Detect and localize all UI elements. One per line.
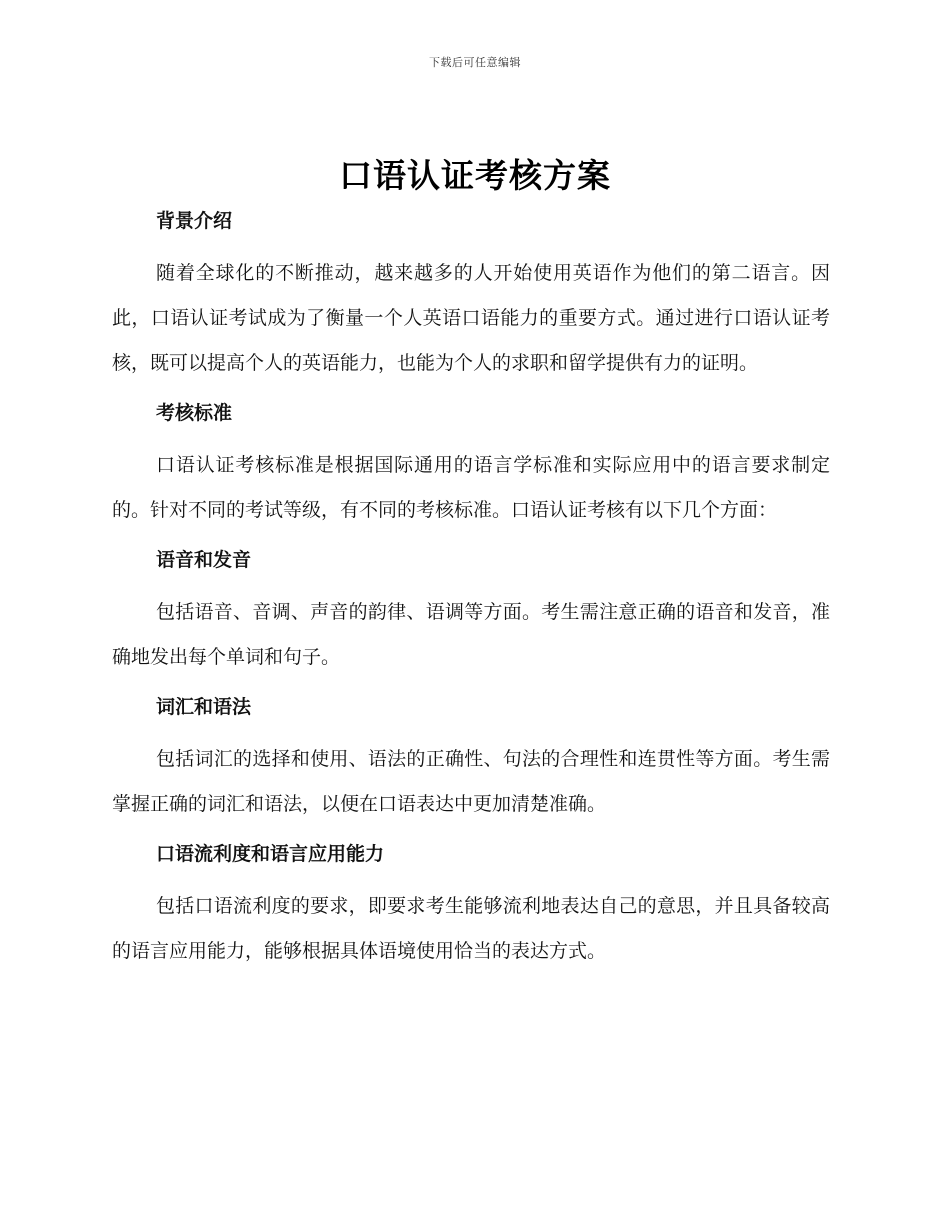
section-pronunciation [112, 545, 830, 692]
document-title: 口语认证考核方案 [339, 156, 611, 195]
section-heading: 语音和发音 [156, 549, 252, 571]
section-standards [112, 398, 830, 545]
section-heading: 背景介绍 [156, 210, 233, 232]
section-fluency [112, 839, 830, 974]
page-header-note: 下载后可任意编辑 [429, 56, 521, 69]
section-heading: 口语流利度和语言应用能力 [156, 843, 385, 865]
section-heading: 考核标准 [156, 402, 233, 424]
section-paragraph: 口语认证考核标准是根据国际通用的语言学标准和实际应用中的语言要求制定的。针对不同的考试等级，有不同的考核标准。口语认证考核有以下几个方面： [112, 454, 830, 521]
section-paragraph: 包括口语流利度的要求，即要求考生能够流利地表达自己的意思，并且具备较高的语言应用能力，能够根据具体语境使用恰当的表达方式。 [112, 895, 830, 962]
section-paragraph: 包括语音、音调、声音的韵律、语调等方面。考生需注意正确的语音和发音，准确地发出每个单词和句子。 [112, 601, 830, 668]
section-background [112, 206, 830, 398]
section-paragraph: 随着全球化的不断推动，越来越多的人开始使用英语作为他们的第二语言。因此，口语认证考试成为了衡量一个人英语口语能力的重要方式。通过进行口语认证考核，既可以提高个人的英语能力，也能为个人的求职和留学提供有力的证明。 [112, 262, 830, 374]
section-paragraph: 包括词汇的选择和使用、语法的正确性、句法的合理性和连贯性等方面。考生需掌握正确的词汇和语法，以便在口语表达中更加清楚准确。 [112, 748, 830, 815]
section-heading: 词汇和语法 [156, 696, 252, 718]
section-vocabulary-grammar [112, 692, 830, 839]
document-body [112, 206, 830, 974]
